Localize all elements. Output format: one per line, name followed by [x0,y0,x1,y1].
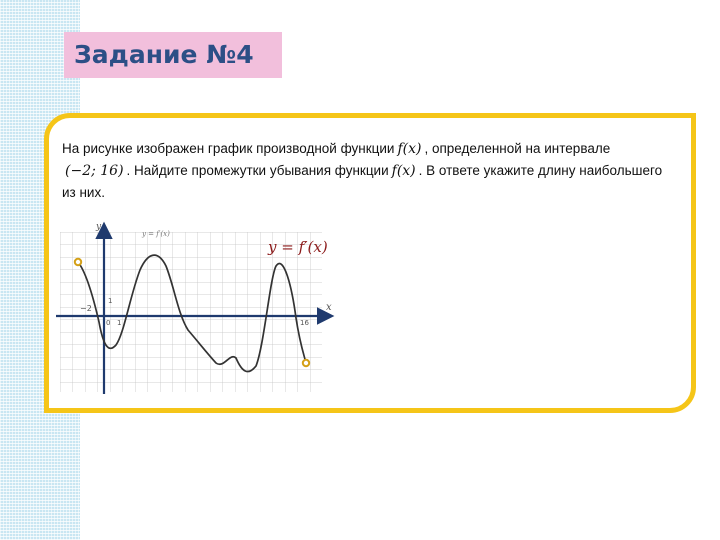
left-endpoint-marker [75,259,81,265]
fx-formula-1: f(x) [397,141,422,157]
fx-formula-2: f(x) [391,163,416,179]
graph-grid [60,232,322,392]
task-line1-start: На рисунке изображен график производной функции [62,141,395,156]
x-tick-minus2: −2 [80,304,92,313]
graph-caption-small: y = f′(x) [142,230,170,238]
task-line1-end: , определенной на интервале [424,141,611,156]
y-axis-label: y [96,222,102,232]
x-tick-16: 16 [300,319,309,327]
task-line2-end: . В ответе укажите длину наибольшего [418,163,663,178]
x-tick-0: 0 [106,319,111,327]
x-axis-label: x [326,302,332,313]
y-tick-1: 1 [108,297,113,305]
slide-title: Задание №4 [64,32,282,78]
graph-caption-large: y = f′(x) [268,238,328,256]
task-line2-start: . Найдите промежутки убывания функции [126,163,389,178]
task-line-3: из них. [62,185,105,200]
right-endpoint-marker [303,360,309,366]
x-tick-1: 1 [117,319,122,327]
interval-formula: (−2; 16) [65,163,124,179]
